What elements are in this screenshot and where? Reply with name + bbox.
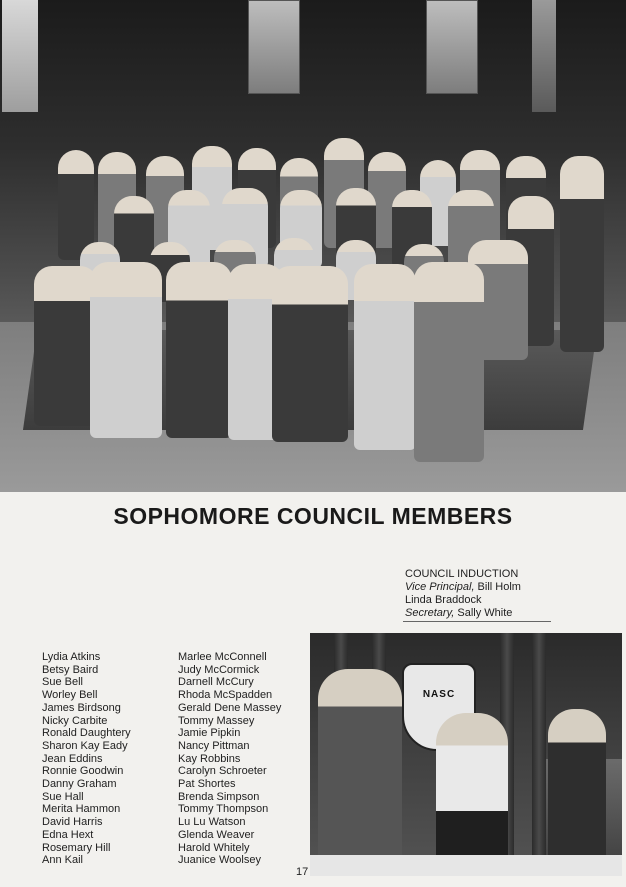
ceiling-lamp	[248, 0, 300, 94]
caption-underline	[403, 621, 551, 622]
member-name: Lu Lu Watson	[178, 816, 246, 829]
student-figure	[414, 262, 484, 462]
member-list-left	[42, 651, 131, 867]
student-figure	[272, 266, 348, 442]
member-name: Marlee McConnell	[178, 651, 267, 663]
member-name: Merita Hammon	[42, 803, 121, 816]
stage-edge	[310, 855, 622, 876]
member-name: Brenda Simpson	[178, 790, 260, 803]
induction-caption-line: Vice Principal, Bill Holm	[405, 581, 521, 593]
member-name: Rhoda McSpadden	[178, 689, 273, 702]
page-title: SOPHOMORE COUNCIL MEMBERS	[113, 503, 513, 529]
member-name: Nicky Carbite	[42, 714, 108, 727]
member-name: Ronald Daughtery	[42, 727, 131, 740]
member-name: Lydia Atkins	[42, 651, 101, 663]
student-figure	[560, 156, 604, 352]
member-name: Sue Hall	[42, 790, 84, 803]
member-name: Pat Shortes	[178, 778, 236, 791]
curtain-left	[2, 0, 38, 112]
emblem-label: NASC	[422, 689, 456, 700]
student-figure	[354, 264, 416, 450]
induction-photo	[310, 633, 622, 876]
member-name: Tommy Massey	[178, 714, 255, 727]
member-name: Jean Eddins	[42, 752, 103, 765]
vice-principal-figure	[318, 669, 402, 876]
member-name: Rosemary Hill	[42, 841, 111, 854]
member-name: Betsy Baird	[42, 663, 99, 676]
member-name: Juanice Woolsey	[178, 854, 261, 867]
member-name: Nancy Pittman	[178, 739, 250, 752]
member-name: Ronnie Goodwin	[42, 765, 124, 778]
secretary-figure	[548, 709, 606, 876]
induction-caption	[405, 568, 521, 620]
student-figure	[436, 713, 508, 876]
student-figure	[166, 262, 232, 438]
member-name: Judy McCormick	[178, 663, 260, 676]
member-name: Harold Whitely	[178, 841, 250, 854]
member-name: Glenda Weaver	[178, 828, 255, 841]
ceiling-lamp	[426, 0, 478, 94]
member-name: Worley Bell	[42, 689, 98, 702]
member-list-right	[178, 651, 281, 867]
member-name: David Harris	[42, 816, 103, 829]
member-name: Gerald Dene Massey	[178, 701, 282, 714]
member-name: Carolyn Schroeter	[178, 765, 267, 778]
member-name: Danny Graham	[42, 778, 117, 791]
member-name: Ann Kail	[42, 854, 83, 867]
member-name: Jamie Pipkin	[178, 727, 241, 740]
member-name: Edna Hext	[42, 828, 94, 841]
member-name: James Birdsong	[42, 701, 121, 714]
member-name: Darnell McCury	[178, 676, 254, 689]
member-name: Sue Bell	[42, 676, 83, 689]
student-figure	[34, 266, 98, 426]
page-number: 17	[296, 866, 309, 878]
member-name: Sharon Kay Eady	[42, 739, 128, 752]
member-name: Kay Robbins	[178, 752, 241, 765]
member-name: Tommy Thompson	[178, 803, 269, 816]
induction-caption-line: Secretary, Sally White	[405, 607, 513, 619]
student-figure	[90, 262, 162, 438]
induction-caption-line: Linda Braddock	[405, 594, 482, 606]
curtain-right	[532, 0, 556, 112]
stage-drape	[532, 633, 546, 876]
induction-caption-title: COUNCIL INDUCTION	[405, 568, 519, 580]
